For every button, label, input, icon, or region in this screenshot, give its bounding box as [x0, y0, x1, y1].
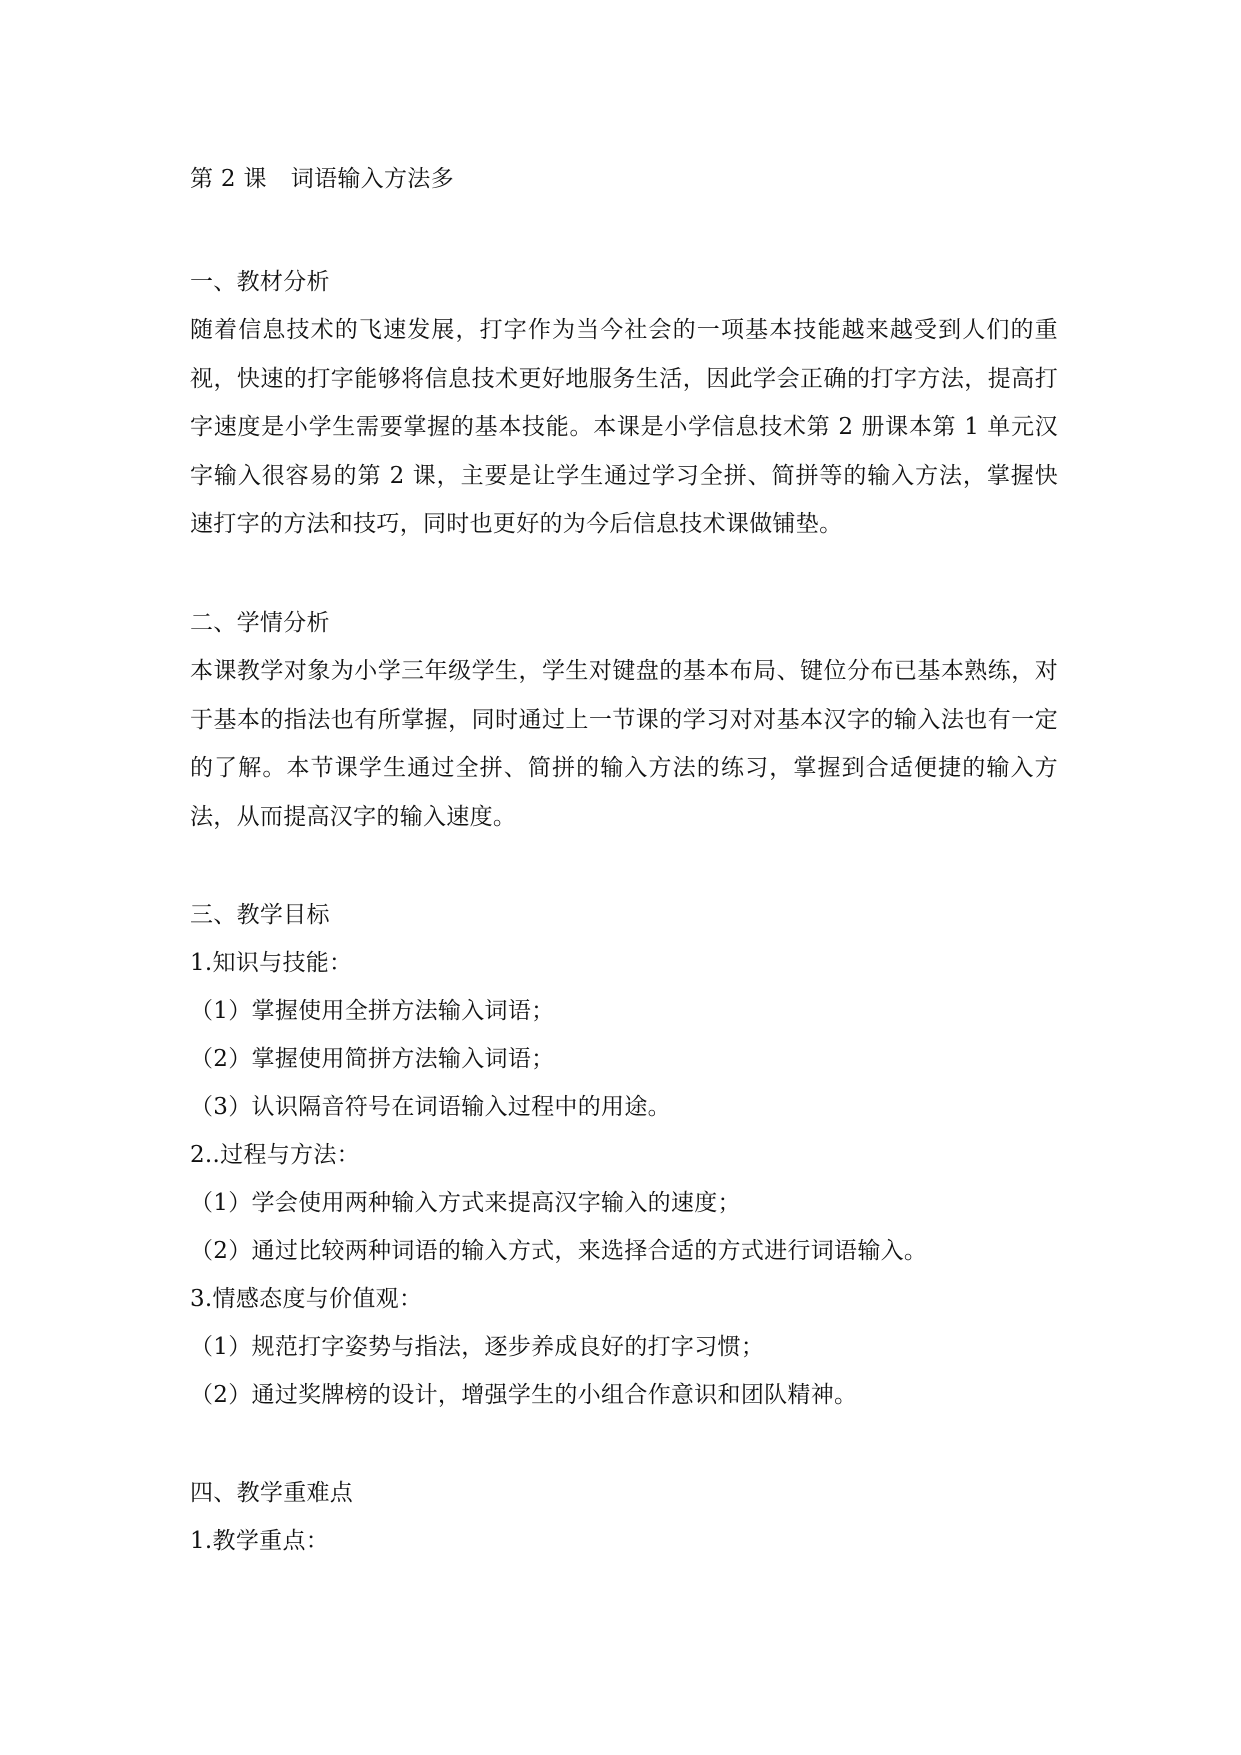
goal-item: （1）规范打字姿势与指法，逐步养成良好的打字习惯； [190, 1334, 765, 1361]
goal-group-label: 3.情感态度与价值观： [190, 1286, 423, 1313]
section-heading-teaching-goals: 三、教学目标 [190, 902, 330, 929]
goal-group-label: 2..过程与方法： [190, 1142, 360, 1169]
lesson-title [190, 155, 1058, 203]
section-paragraph-student-analysis: 本课教学对象为小学三年级学生，学生对键盘的基本布局、键位分布已基本熟练，对于基本的指法也有所掌握，同时通过上一节课的学习对对基本汉字的输入法也有一定的了解。本节课学生通过全拼、简拼的输入方法的练习，掌握到合适便捷的输入方法，从而提高汉字的输入速度。 [190, 657, 1058, 830]
goal-item: （2）通过奖牌榜的设计，增强学生的小组合作意识和团队精神。 [190, 1382, 858, 1409]
goal-item: （1）学会使用两种输入方式来提高汉字输入的速度； [190, 1190, 741, 1217]
key-point-label: 1.教学重点： [190, 1528, 330, 1555]
section-paragraph-textbook-analysis: 随着信息技术的飞速发展，打字作为当今社会的一项基本技能越来越受到人们的重视，快速的打字能够将信息技术更好地服务生活，因此学会正确的打字方法，提高打字速度是小学生需要掌握的基本技能。本课是小学信息技术第 2 册课本第 1 单元汉字输入很容易的第 2 课，主要是让学生通过学习全拼、简拼等的输入方法，掌握快速打字的方法和技巧，同时也更好的为今后信息技术课做铺垫。 [190, 317, 1058, 538]
section-heading-textbook-analysis: 一、教材分析 [190, 269, 330, 295]
goal-group-label: 1.知识与技能： [190, 950, 353, 977]
section-heading-student-analysis: 二、学情分析 [190, 609, 330, 636]
document-body [190, 155, 1058, 1565]
lesson-number: 第 2 课 [190, 166, 267, 192]
goal-item: （1）掌握使用全拼方法输入词语； [190, 998, 555, 1025]
lesson-name: 词语输入方法多 [290, 166, 454, 192]
goal-item: （2）掌握使用简拼方法输入词语； [190, 1046, 555, 1073]
goal-item: （3）认识隔音符号在词语输入过程中的用途。 [190, 1094, 671, 1121]
goal-item: （2）通过比较两种词语的输入方式，来选择合适的方式进行词语输入。 [190, 1238, 928, 1265]
section-heading-key-difficulties: 四、教学重难点 [190, 1480, 354, 1507]
